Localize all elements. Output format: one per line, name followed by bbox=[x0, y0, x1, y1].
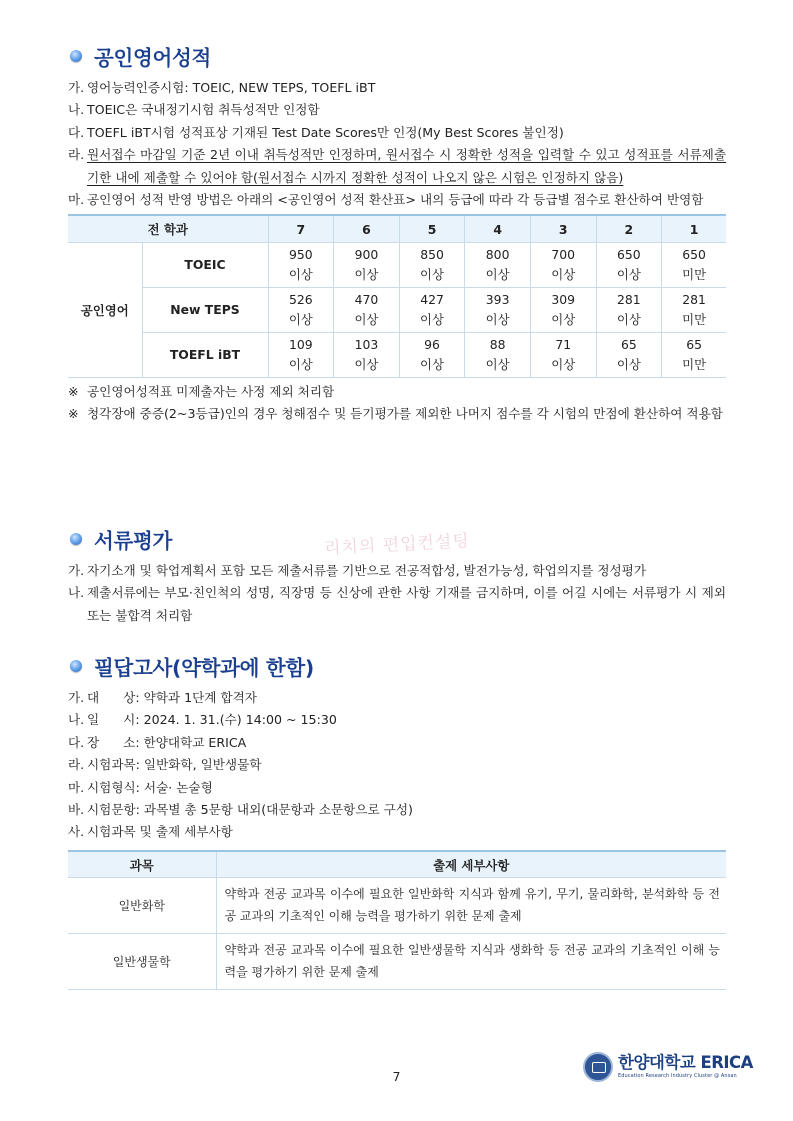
score-cell: 427 이상 bbox=[399, 287, 465, 332]
test-name: New TEPS bbox=[142, 287, 268, 332]
score-cell: 109 이상 bbox=[268, 332, 334, 377]
score-cell: 650 이상 bbox=[596, 242, 662, 287]
list-item: 나. 제출서류에는 부모·친인척의 성명, 직장명 등 신상에 관한 사항 기재를 금지하며, 이를 어길 시에는 서류평가 시 제외 또는 불합격 처리함 bbox=[68, 585, 726, 623]
logo-tagline: Education Research Industry Cluster @ Ansan bbox=[618, 1073, 737, 1079]
score-cell: 281 이상 bbox=[596, 287, 662, 332]
english-conversion-table bbox=[68, 214, 726, 378]
table-row bbox=[68, 332, 726, 377]
score-cell: 103 이상 bbox=[334, 332, 400, 377]
detail-cell: 약학과 전공 교과목 이수에 필요한 일반생물학 지식과 생화학 등 전공 교과의 기초적인 이해 능력을 평가하기 위한 문제 출제 bbox=[216, 934, 726, 990]
list-item: 바. 시험문항: 과목별 총 5문항 내외(대문항과 소문항으로 구성) bbox=[68, 802, 413, 818]
list-item: 라. 시험과목: 일반화학, 일반생물학 bbox=[68, 757, 262, 773]
score-cell: 800 이상 bbox=[465, 242, 531, 287]
bullet-icon bbox=[70, 660, 82, 672]
table-row bbox=[68, 242, 726, 287]
score-cell: 850 이상 bbox=[399, 242, 465, 287]
list-item: 다. 장 소: 한양대학교 ERICA bbox=[68, 734, 247, 750]
document-evaluation-section bbox=[68, 525, 726, 627]
university-logo bbox=[583, 1052, 753, 1082]
list-item: 다. TOEFL iBT시험 성적표상 기재된 Test Date Scores만 인정(My Best Scores 불인정) bbox=[68, 124, 564, 140]
section-heading bbox=[68, 42, 726, 70]
list-item: 라. 원서접수 마감일 기준 2년 이내 취득성적만 인정하며, 원서접수 시 정확한 성적을 입력할 수 있고 성적표를 서류제출기한 내에 제출할 수 있어야 함(원서접수 시까지 정확한 성적이 나오지 않은 시험은 인정하지 않음) bbox=[68, 144, 726, 189]
table-header-row bbox=[68, 851, 726, 878]
list-item: 사. 시험과목 및 출제 세부사항 bbox=[68, 824, 233, 840]
grade-header: 5 bbox=[399, 215, 465, 242]
score-cell: 900 이상 bbox=[334, 242, 400, 287]
score-cell: 700 이상 bbox=[530, 242, 596, 287]
table-row bbox=[68, 878, 726, 934]
score-cell: 526 이상 bbox=[268, 287, 334, 332]
score-cell: 650 미만 bbox=[662, 242, 726, 287]
score-cell: 393 이상 bbox=[465, 287, 531, 332]
table-header-row bbox=[68, 215, 726, 242]
list-item: 가. 자기소개 및 학업계획서 포함 모든 제출서류를 기반으로 전공적합성, 발전가능성, 학업의지를 정성평가 bbox=[68, 563, 646, 578]
list-item: 마. 공인영어 성적 반영 방법은 아래의 <공인영어 성적 환산표> 내의 등급에 따라 각 등급별 점수로 환산하여 반영함 bbox=[68, 192, 704, 208]
score-cell: 88 이상 bbox=[465, 332, 531, 377]
list-item: 가. 대 상: 약학과 1단계 합격자 bbox=[68, 690, 257, 705]
detail-cell: 약학과 전공 교과목 이수에 필요한 일반화학 지식과 함께 유기, 무기, 물리화학, 분석화학 등 전공 교과의 기초적인 이해 능력을 평가하기 위한 문제 출제 bbox=[216, 878, 726, 934]
section-title: 서류평가 bbox=[94, 529, 173, 553]
score-cell: 309 이상 bbox=[530, 287, 596, 332]
table-row bbox=[68, 287, 726, 332]
score-cell: 470 이상 bbox=[334, 287, 400, 332]
watermark: 리치의 편입컨설팅 bbox=[323, 531, 471, 559]
section-title: 공인영어성적 bbox=[94, 46, 212, 70]
grade-header: 1 bbox=[662, 215, 726, 242]
underlined-text: 원서접수 마감일 기준 2년 이내 취득성적만 인정하며, 원서접수 시 정확한 성적을 입력할 수 있고 성적표를 서류제출기한 내에 제출할 수 있어야 함(원서접수 시까지 정확한 성적이 나오지 않은 시험은 인정하지 않음) bbox=[87, 147, 726, 185]
header-detail: 출제 세부사항 bbox=[216, 851, 726, 878]
score-cell: 281 미만 bbox=[662, 287, 726, 332]
header-dept: 전 학과 bbox=[68, 215, 268, 242]
list-item: 마. 시험형식: 서술· 논술형 bbox=[68, 779, 213, 795]
note-item: ※ 청각장애 중증(2~3등급)인의 경우 청해점수 및 듣기평가를 제외한 나머지 점수를 각 시험의 만점에 환산하여 적용함 bbox=[68, 406, 723, 422]
header-subject: 과목 bbox=[68, 851, 216, 878]
test-name: TOEFL iBT bbox=[142, 332, 268, 377]
section-heading bbox=[68, 525, 726, 553]
grade-header: 7 bbox=[268, 215, 334, 242]
english-score-section bbox=[68, 42, 726, 426]
logo-name: 한양대학교 ERICA bbox=[618, 1053, 753, 1072]
grade-header: 3 bbox=[530, 215, 596, 242]
bullet-icon bbox=[70, 533, 82, 545]
score-cell: 65 이상 bbox=[596, 332, 662, 377]
list-item: 나. 일 시: 2024. 1. 31.(수) 14:00 ~ 15:30 bbox=[68, 712, 337, 728]
grade-header: 6 bbox=[334, 215, 400, 242]
list-item: 가. 영어능력인증시험: TOEIC, NEW TEPS, TOEFL iBT bbox=[68, 80, 376, 95]
score-cell: 950 이상 bbox=[268, 242, 334, 287]
note-item: ※ 공인영어성적표 미제출자는 사정 제외 처리함 bbox=[68, 383, 335, 399]
subject-cell: 일반생물학 bbox=[68, 934, 216, 990]
score-cell: 65 미만 bbox=[662, 332, 726, 377]
list-item: 나. TOEIC은 국내정기시험 취득성적만 인정함 bbox=[68, 102, 320, 118]
test-name: TOEIC bbox=[142, 242, 268, 287]
section-heading bbox=[68, 652, 726, 680]
section-title: 필답고사(약학과에 한함) bbox=[94, 656, 315, 680]
score-cell: 71 이상 bbox=[530, 332, 596, 377]
grade-header: 4 bbox=[465, 215, 531, 242]
row-label: 공인영어 bbox=[68, 242, 142, 377]
grade-header: 2 bbox=[596, 215, 662, 242]
seal-icon bbox=[583, 1052, 613, 1082]
exam-detail-table bbox=[68, 850, 726, 991]
page-number: 7 bbox=[392, 1069, 401, 1084]
bullet-icon bbox=[70, 50, 82, 62]
table-row bbox=[68, 934, 726, 990]
subject-cell: 일반화학 bbox=[68, 878, 216, 934]
written-exam-section bbox=[68, 652, 726, 990]
score-cell: 96 이상 bbox=[399, 332, 465, 377]
